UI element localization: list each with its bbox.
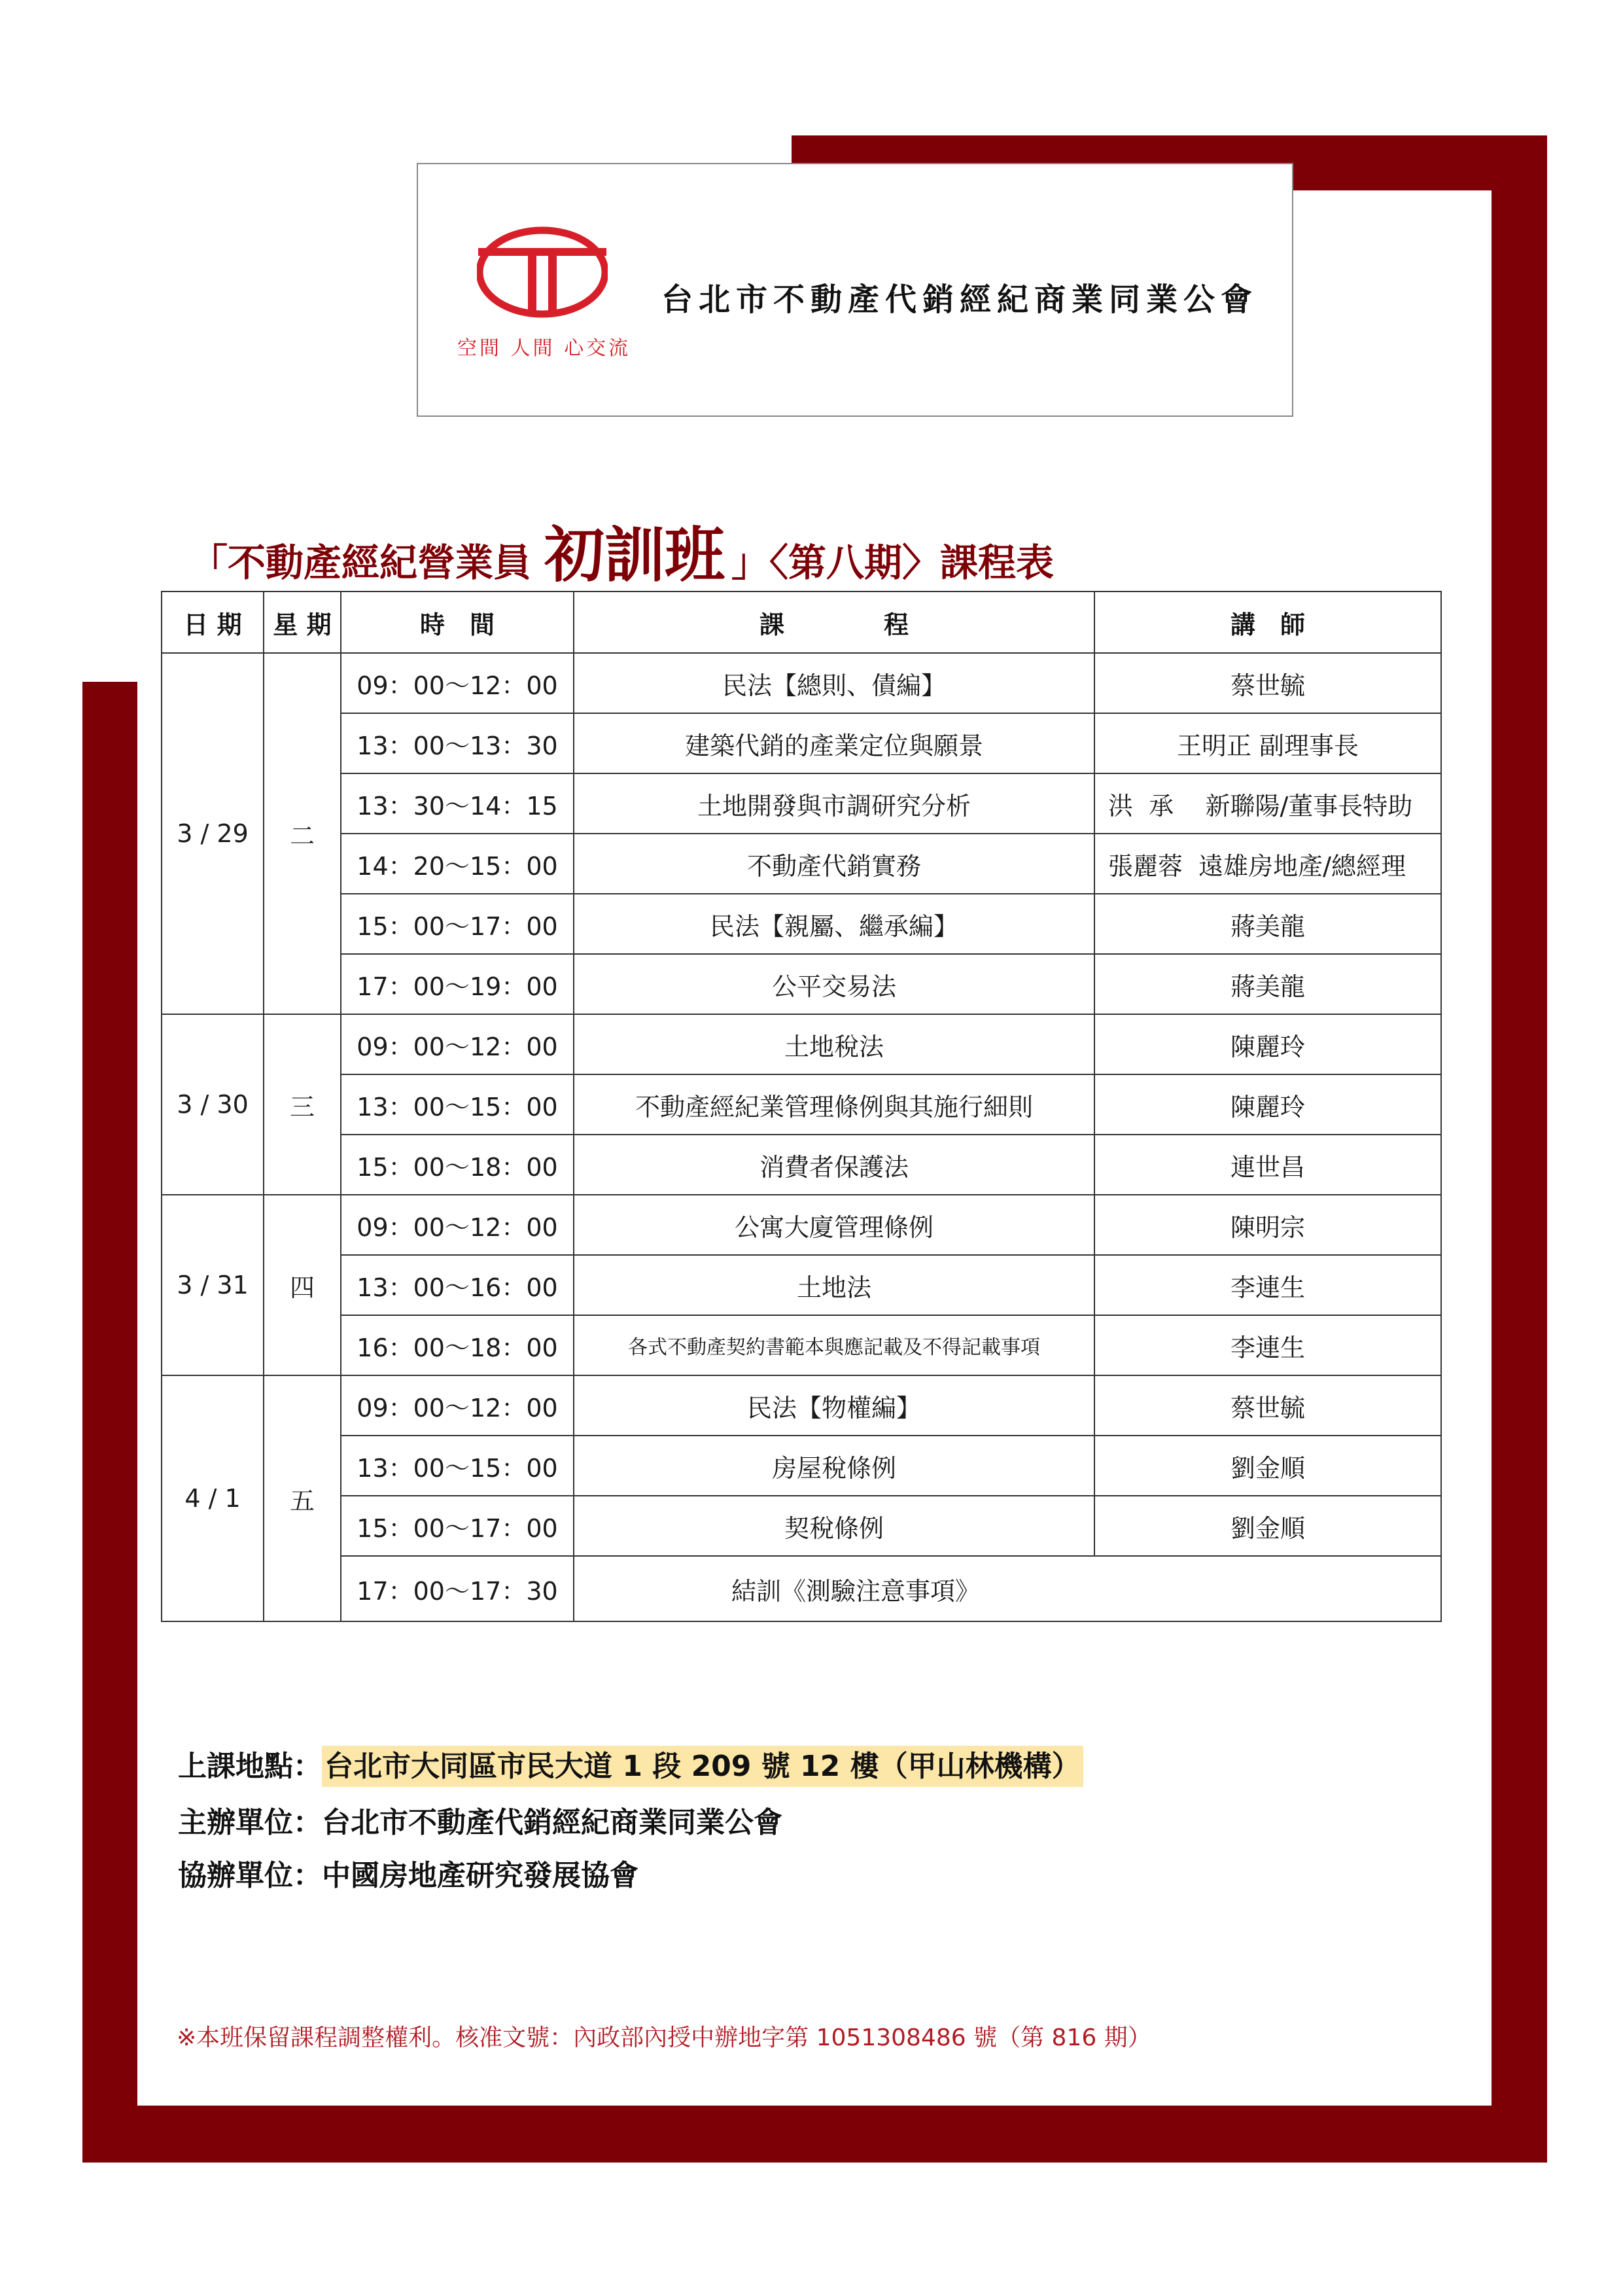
course-cell: 土地稅法 [574, 1014, 1094, 1074]
time-cell: 15：00～17：00 [341, 1496, 574, 1556]
location-label: 上課地點： [178, 1750, 322, 1783]
table-header-row [162, 592, 1441, 653]
course-cell: 民法【物權編】 [574, 1375, 1094, 1436]
time-cell: 17：00～17：30 [341, 1556, 574, 1621]
header-weekday: 星 期 [264, 592, 341, 653]
header-time: 時 間 [341, 592, 574, 653]
time-cell: 09：00～12：00 [341, 1375, 574, 1436]
circle-t-logo-icon [477, 226, 608, 318]
weekday-cell: 四 [264, 1195, 341, 1375]
course-cell: 結訓《測驗注意事項》 [574, 1556, 1441, 1621]
table-row [162, 1436, 1441, 1496]
frame-right-bar [1492, 135, 1547, 2163]
table-row [162, 1255, 1441, 1315]
time-cell: 17：00～19：00 [341, 954, 574, 1014]
teacher-cell: 李連生 [1094, 1255, 1441, 1315]
table-row [162, 1014, 1441, 1074]
teacher-cell: 蔡世毓 [1094, 653, 1441, 713]
teacher-cell: 蔡世毓 [1094, 1375, 1441, 1436]
time-cell: 16：00～18：00 [341, 1315, 574, 1375]
teacher-cell: 劉金順 [1094, 1436, 1441, 1496]
course-cell: 不動產代銷實務 [574, 834, 1094, 894]
time-cell: 13：00～15：00 [341, 1074, 574, 1135]
time-cell: 09：00～12：00 [341, 1195, 574, 1255]
teacher-cell: 劉金順 [1094, 1496, 1441, 1556]
course-cell: 不動產經紀業管理條例與其施行細則 [574, 1074, 1094, 1135]
header-course: 課 程 [574, 592, 1094, 653]
co-organizer-line: 協辦單位：中國房地產研究發展協會 [178, 1859, 638, 1892]
time-cell: 13：00～16：00 [341, 1255, 574, 1315]
org-name: 台北市不動產代銷經紀商業同業公會 [661, 281, 1259, 318]
logo-slogan: 空間 人間 心交流 [457, 337, 631, 360]
course-cell: 公平交易法 [574, 954, 1094, 1014]
teacher-cell: 陳明宗 [1094, 1195, 1441, 1255]
teacher-cell: 洪 承 新聯陽/董事長特助 [1094, 773, 1441, 834]
time-cell: 15：00～18：00 [341, 1135, 574, 1195]
weekday-cell: 二 [264, 653, 341, 1014]
table-row [162, 1496, 1441, 1556]
table-row [162, 653, 1441, 713]
weekday-cell: 三 [264, 1014, 341, 1195]
title-emphasis: 初訓班 [544, 520, 725, 590]
teacher-cell: 蔣美龍 [1094, 894, 1441, 954]
org-logo-box [417, 163, 1293, 417]
location-line [178, 1742, 1083, 1784]
teacher-cell: 連世昌 [1094, 1135, 1441, 1195]
date-cell: 3 / 30 [162, 1014, 264, 1195]
course-cell: 各式不動產契約書範本與應記載及不得記載事項 [574, 1315, 1094, 1375]
table-row [162, 1135, 1441, 1195]
time-cell: 09：00～12：00 [341, 653, 574, 713]
frame-bottom-bar [82, 2106, 1547, 2163]
teacher-cell: 蔣美龍 [1094, 954, 1441, 1014]
course-cell: 消費者保護法 [574, 1135, 1094, 1195]
location-value: 台北市大同區市民大道 1 段 209 號 12 樓（甲山林機構） [322, 1746, 1083, 1787]
organizer-line: 主辦單位：台北市不動產代銷經紀商業同業公會 [178, 1806, 782, 1839]
teacher-cell: 李連生 [1094, 1315, 1441, 1375]
time-cell: 13：00～13：30 [341, 713, 574, 773]
table-row [162, 954, 1441, 1014]
course-cell: 民法【總則、債編】 [574, 653, 1094, 713]
table-row [162, 773, 1441, 834]
table-row [162, 713, 1441, 773]
table-row [162, 834, 1441, 894]
date-cell: 3 / 31 [162, 1195, 264, 1375]
course-cell: 公寓大廈管理條例 [574, 1195, 1094, 1255]
time-cell: 15：00～17：00 [341, 894, 574, 954]
table-row [162, 1195, 1441, 1255]
time-cell: 13：30～14：15 [341, 773, 574, 834]
page-title [190, 507, 1302, 593]
table-row [162, 1315, 1441, 1375]
course-cell: 土地法 [574, 1255, 1094, 1315]
date-cell: 4 / 1 [162, 1375, 264, 1621]
table-row [162, 1556, 1441, 1621]
frame-left-bar [82, 682, 137, 2163]
title-suffix: 」〈第八期〉課程表 [731, 540, 1055, 585]
weekday-cell: 五 [264, 1375, 341, 1621]
teacher-cell: 陳麗玲 [1094, 1074, 1441, 1135]
teacher-cell: 張麗蓉 遠雄房地產/總經理 [1094, 834, 1441, 894]
date-cell: 3 / 29 [162, 653, 264, 1014]
course-cell: 房屋稅條例 [574, 1436, 1094, 1496]
teacher-cell: 王明正 副理事長 [1094, 713, 1441, 773]
time-cell: 13：00～15：00 [341, 1436, 574, 1496]
course-cell: 民法【親屬、繼承編】 [574, 894, 1094, 954]
time-cell: 09：00～12：00 [341, 1014, 574, 1074]
title-prefix: 「不動產經紀營業員 [190, 540, 532, 585]
time-cell: 14：20～15：00 [341, 834, 574, 894]
header-teacher: 講 師 [1094, 592, 1441, 653]
footnote: ※本班保留課程調整權利。核准文號：內政部內授中辦地字第 1051308486 號（第 816 期） [177, 2024, 1151, 2051]
table-row [162, 894, 1441, 954]
header-date: 日 期 [162, 592, 264, 653]
course-cell: 建築代銷的產業定位與願景 [574, 713, 1094, 773]
course-cell: 土地開發與市調研究分析 [574, 773, 1094, 834]
teacher-cell: 陳麗玲 [1094, 1014, 1441, 1074]
table-row [162, 1375, 1441, 1436]
table-row [162, 1074, 1441, 1135]
schedule-table [161, 591, 1442, 1622]
course-cell: 契稅條例 [574, 1496, 1094, 1556]
